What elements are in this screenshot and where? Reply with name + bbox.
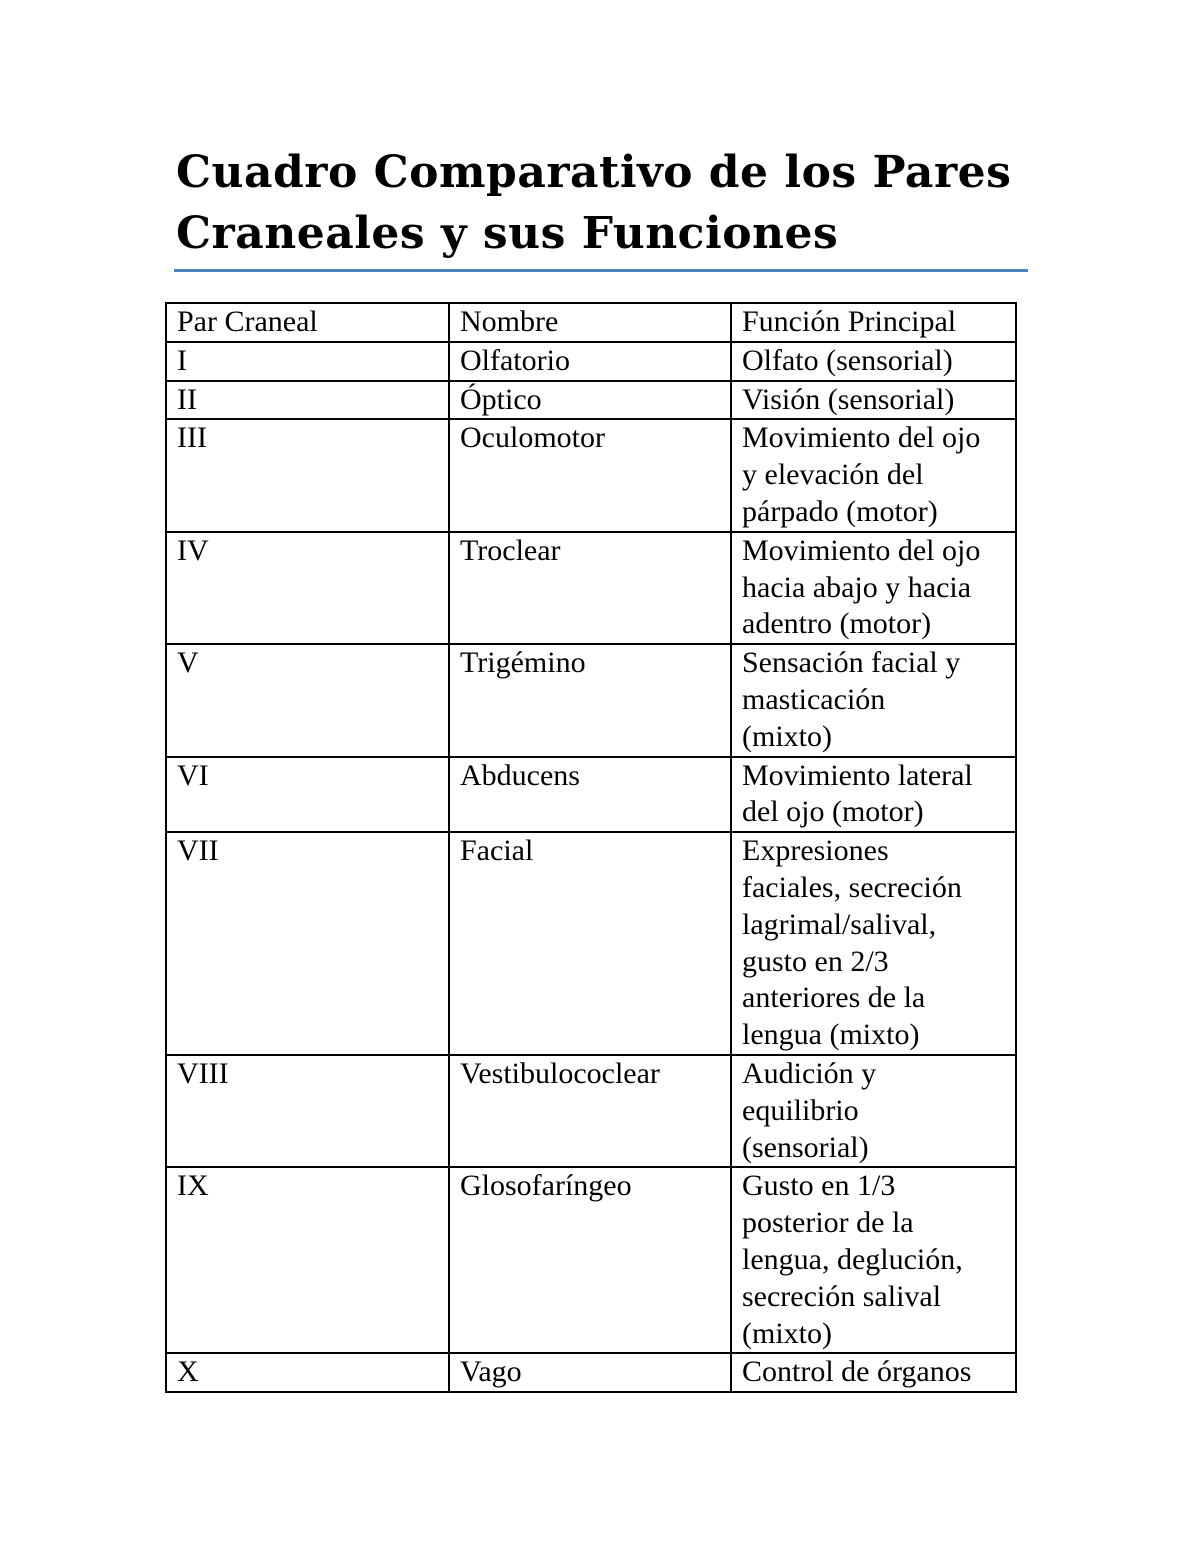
- cell-nombre: Vago: [449, 1353, 731, 1392]
- cell-par-craneal: X: [166, 1353, 449, 1392]
- cell-par-craneal: I: [166, 342, 449, 381]
- cell-par-craneal: II: [166, 381, 449, 420]
- funcion-line: Gusto en 1/3: [742, 1169, 896, 1203]
- cell-funcion-principal: [731, 644, 1016, 756]
- funcion-line: adentro (motor): [742, 607, 932, 641]
- funcion-line: Visión (sensorial): [742, 382, 955, 416]
- cell-nombre: Óptico: [449, 381, 731, 420]
- funcion-line: faciales, secreción: [742, 870, 962, 904]
- funcion-line: (sensorial): [742, 1130, 869, 1164]
- title-line-1: Cuadro Comparativo de los Pares: [176, 147, 1012, 198]
- cell-funcion-principal: [731, 1055, 1016, 1167]
- funcion-line: lengua, deglución,: [742, 1242, 963, 1276]
- funcion-line: lagrimal/salival,: [742, 907, 937, 941]
- title-underline: [174, 269, 1028, 272]
- table-row: [166, 381, 1016, 420]
- table-row: [166, 832, 1016, 1055]
- header-par-craneal: Par Craneal: [166, 303, 449, 342]
- funcion-line: masticación: [742, 682, 886, 716]
- cell-nombre: Olfatorio: [449, 342, 731, 381]
- table-row: [166, 644, 1016, 756]
- cell-nombre: Vestibulococlear: [449, 1055, 731, 1167]
- cell-funcion-principal: [731, 832, 1016, 1055]
- cell-nombre: Facial: [449, 832, 731, 1055]
- cell-nombre: Glosofaríngeo: [449, 1167, 731, 1353]
- cell-par-craneal: IX: [166, 1167, 449, 1353]
- table-row: [166, 342, 1016, 381]
- funcion-line: Audición y: [742, 1056, 877, 1090]
- table-header-row: [166, 303, 1016, 342]
- cranial-nerves-table: [165, 302, 1017, 1393]
- cell-nombre: Trigémino: [449, 644, 731, 756]
- cell-funcion-principal: [731, 381, 1016, 420]
- table-row: [166, 757, 1016, 833]
- funcion-line: Expresiones: [742, 834, 889, 868]
- cell-funcion-principal: [731, 532, 1016, 644]
- cell-funcion-principal: [731, 342, 1016, 381]
- table-row: [166, 1167, 1016, 1353]
- funcion-line: (mixto): [742, 719, 832, 753]
- funcion-line: Movimiento lateral: [742, 758, 973, 792]
- title-line-2: Craneales y sus Funciones: [176, 208, 839, 259]
- document-title: [176, 142, 1036, 264]
- table-row: [166, 532, 1016, 644]
- funcion-line: Sensación facial y: [742, 646, 961, 680]
- table-row: [166, 419, 1016, 531]
- cell-par-craneal: VIII: [166, 1055, 449, 1167]
- cell-par-craneal: VI: [166, 757, 449, 833]
- funcion-line: posterior de la: [742, 1206, 914, 1240]
- header-funcion-principal: Función Principal: [731, 303, 1016, 342]
- cell-par-craneal: IV: [166, 532, 449, 644]
- cell-par-craneal: VII: [166, 832, 449, 1055]
- table-row: [166, 1353, 1016, 1392]
- cell-nombre: Oculomotor: [449, 419, 731, 531]
- funcion-line: párpado (motor): [742, 494, 938, 528]
- funcion-line: Control de órganos: [742, 1355, 972, 1389]
- funcion-line: secreción salival: [742, 1279, 942, 1313]
- funcion-line: hacia abajo y hacia: [742, 570, 972, 604]
- funcion-line: Movimiento del ojo: [742, 421, 981, 455]
- cell-nombre: Abducens: [449, 757, 731, 833]
- cell-par-craneal: III: [166, 419, 449, 531]
- header-nombre: Nombre: [449, 303, 731, 342]
- funcion-line: Olfato (sensorial): [742, 343, 953, 377]
- table-row: [166, 1055, 1016, 1167]
- funcion-line: lengua (mixto): [742, 1018, 920, 1052]
- cell-nombre: Troclear: [449, 532, 731, 644]
- funcion-line: y elevación del: [742, 458, 924, 492]
- funcion-line: (mixto): [742, 1316, 832, 1350]
- funcion-line: equilibrio: [742, 1093, 859, 1127]
- cell-funcion-principal: [731, 757, 1016, 833]
- funcion-line: Movimiento del ojo: [742, 533, 981, 567]
- funcion-line: del ojo (motor): [742, 795, 924, 829]
- cell-funcion-principal: [731, 1167, 1016, 1353]
- cell-par-craneal: V: [166, 644, 449, 756]
- funcion-line: gusto en 2/3: [742, 944, 889, 978]
- funcion-line: anteriores de la: [742, 981, 926, 1015]
- cell-funcion-principal: [731, 419, 1016, 531]
- cell-funcion-principal: [731, 1353, 1016, 1392]
